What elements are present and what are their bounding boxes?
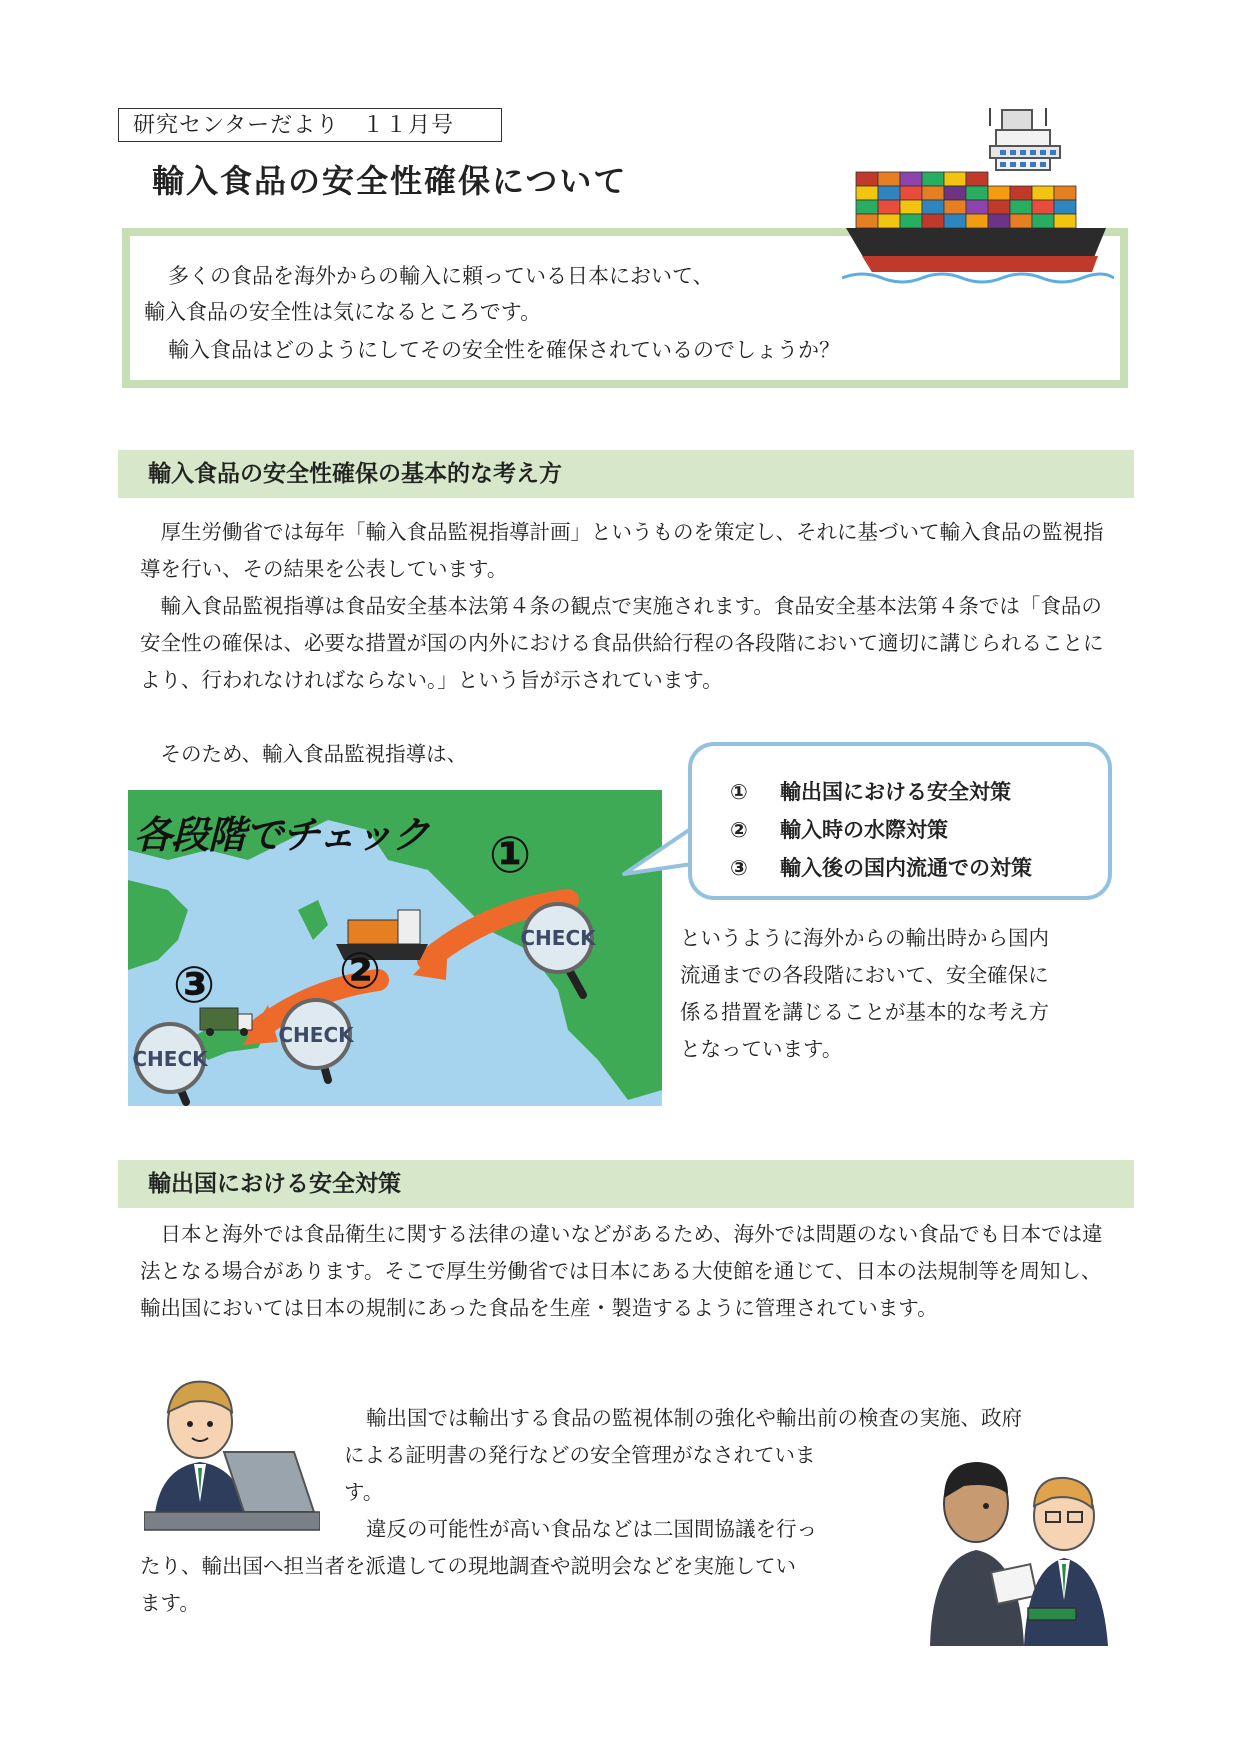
section2-line-4: 違反の可能性が高い食品などは二国間協議を行っ — [366, 1517, 817, 1541]
ship-bridge — [990, 108, 1060, 170]
stage-text-2: 輸入時の水際対策 — [780, 818, 948, 842]
section2-line-6: ます。 — [140, 1591, 200, 1615]
magnifier-3 — [132, 1024, 209, 1102]
section1-paragraph-2: 輸入食品監視指導は食品安全基本法第４条の観点で実施されます。食品安全基本法第４条では「食品の安全性の確保は、必要な措置が国の内外における食品供給行程の各段階において適切に講じられることにより、行われなければならない。」という旨が示されています。 — [140, 594, 1104, 692]
section-heading-exporting-country: 輸出国における安全対策 — [118, 1160, 1134, 1208]
section2-line-5: たり、輸出国へ担当者を派遣しての現地調査や説明会などを実施してい — [140, 1554, 796, 1578]
follow-line: 流通までの各段階において、安全確保に — [680, 963, 1049, 987]
stage-number-1: ① — [730, 780, 748, 804]
newsletter-name: 研究センターだより １１月号 — [118, 108, 502, 142]
intro-line-3: 輸入食品はどのようにしてその安全性を確保されているのでしょうか？ — [168, 338, 840, 362]
stage-item-2 — [730, 812, 948, 848]
follow-line: となっています。 — [680, 1037, 843, 1061]
ship-containers — [856, 172, 1076, 228]
stage-number-3: ③ — [730, 856, 748, 880]
map-marker-3: ③ — [172, 956, 216, 1014]
map-title: 各段階でチェック — [134, 813, 429, 857]
stage-item-3 — [730, 850, 1032, 886]
stage-check-map — [128, 790, 662, 1106]
stage-text-3: 輸入後の国内流通での対策 — [780, 856, 1032, 880]
ship-waves — [842, 274, 1114, 282]
stages-bubble — [688, 742, 1112, 900]
section1-paragraph-1: 厚生労働省では毎年「輸入食品監視指導計画」というものを策定し、それに基づいて輸入食品の監視指導を行い、その結果を公表しています。 — [140, 520, 1104, 581]
section2-paragraph-1: 日本と海外では食品衛生に関する法律の違いなどがあるため、海外では問題のない食品でも日本では違法となる場合があります。そこで厚生労働省では日本にある大使館を通じて、日本の法規制等を周知し、輸出国においては日本の規制にあった食品を生産・製造するように管理されています。 — [140, 1222, 1103, 1320]
section2-line-1: 輸出国では輸出する食品の監視体制の強化や輸出前の検査の実施、政府 — [366, 1406, 1022, 1430]
section1-lead: そのため、輸入食品監視指導は、 — [160, 742, 468, 766]
container-ship-illustration — [842, 106, 1114, 290]
map-marker-2: ② — [338, 942, 382, 1000]
check-label-3: CHECK — [132, 1047, 208, 1071]
check-label-1: CHECK — [520, 926, 596, 950]
two-men-discussing-illustration — [924, 1450, 1114, 1646]
section2-line-2: による証明書の発行などの安全管理がなされていま — [344, 1443, 816, 1467]
magnifier-2 — [278, 1000, 355, 1080]
map-marker-1: ① — [488, 826, 532, 884]
page-title: 輸入食品の安全性確保について — [152, 162, 628, 200]
stage-number-2: ② — [730, 818, 748, 842]
stage-text-1: 輸出国における安全対策 — [780, 780, 1011, 804]
intro-line-1: 多くの食品を海外からの輸入に頼っている日本において、 — [168, 264, 714, 288]
stage-item-1 — [730, 774, 1011, 810]
section1-follow-text — [680, 920, 1049, 1068]
man-with-laptop-illustration — [144, 1372, 320, 1538]
intro-line-2: 輸入食品の安全性は気になるところです。 — [144, 300, 542, 324]
section-heading-basic-approach: 輸入食品の安全性確保の基本的な考え方 — [118, 450, 1134, 498]
section2-line-3: す。 — [344, 1480, 384, 1504]
check-label-2: CHECK — [278, 1023, 354, 1047]
follow-line: 係る措置を講じることが基本的な考え方 — [680, 1000, 1049, 1024]
follow-line: というように海外からの輸出時から国内 — [680, 926, 1049, 950]
bubble-pointer — [620, 826, 696, 878]
ship-hull-stripe — [862, 256, 1098, 272]
